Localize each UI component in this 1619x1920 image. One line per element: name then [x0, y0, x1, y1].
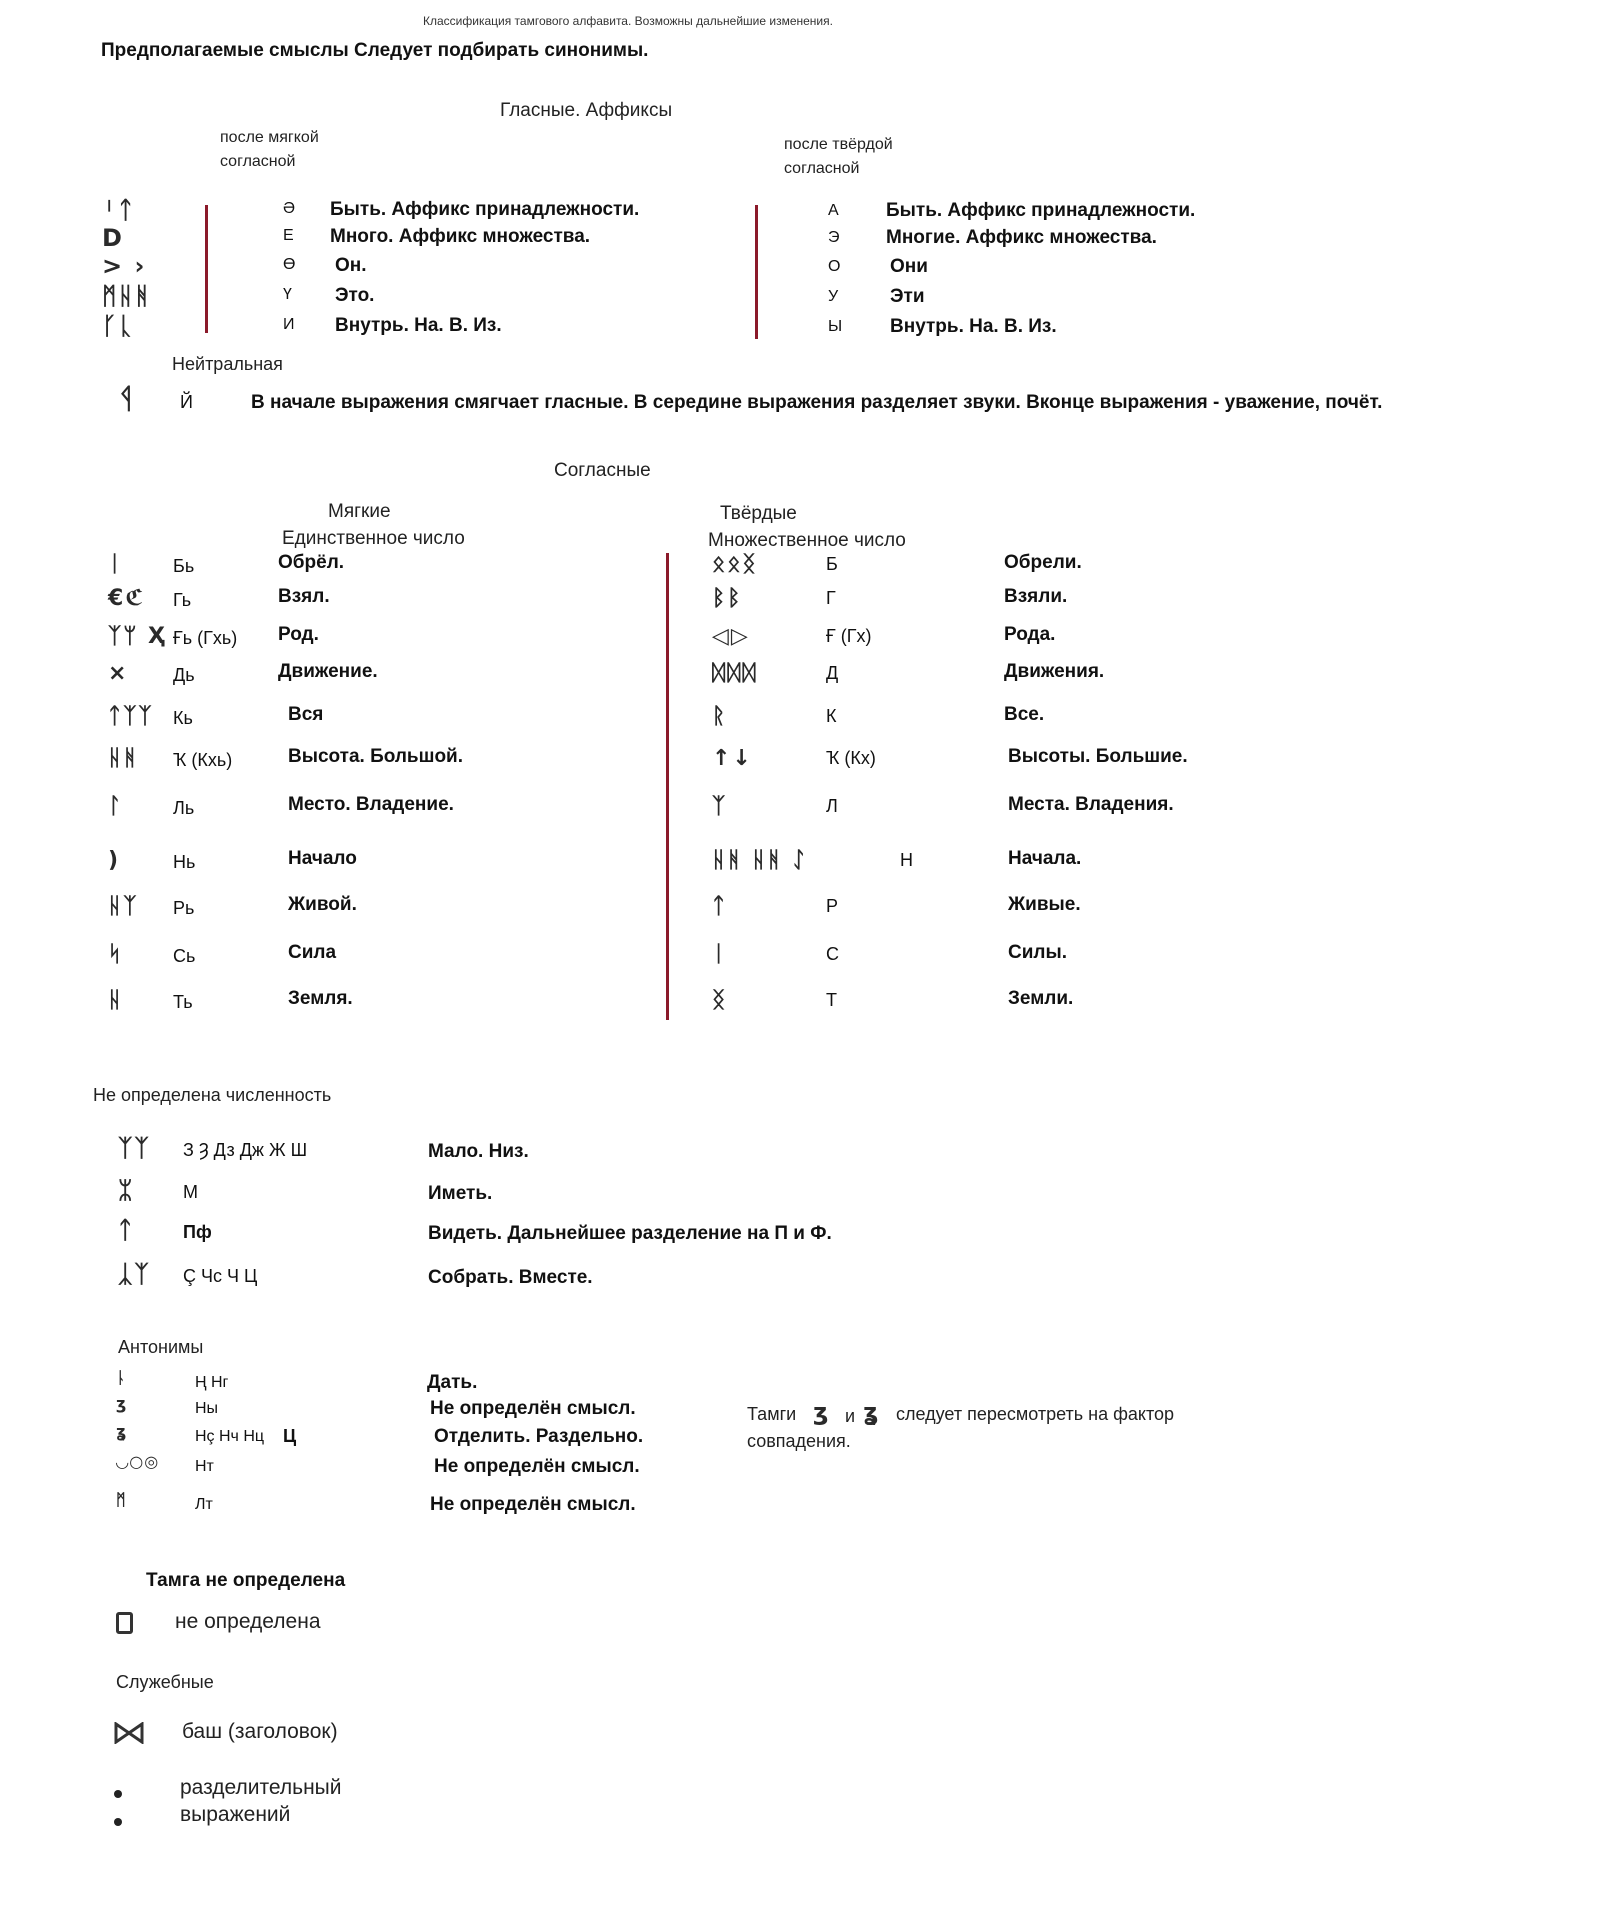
consonant-hard-meaning: Взяли. [1004, 586, 1068, 607]
consonants-hard-heading: Твёрдые [720, 503, 797, 524]
consonants-hard-sub: Множественное число [708, 530, 906, 551]
vowels-heading: Гласные. Аффиксы [500, 100, 673, 121]
document-subtitle: Классификация тамгового алфавита. Возможны дальнейшие изменения. [423, 14, 833, 28]
consonant-hard-meaning: Начала. [1008, 848, 1082, 869]
consonant-soft-letter: Нь [173, 852, 196, 872]
consonant-soft-letter: Ғь (Гхь) [173, 628, 238, 648]
antonym-letter: Ң Нг [195, 1374, 229, 1391]
antonym-letter: Нç Нч Нц [195, 1428, 265, 1445]
vowel-soft-meaning: Внутрь. На. В. Из. [335, 315, 502, 336]
vowel-soft-meaning: Он. [335, 255, 367, 276]
consonant-hard-meaning: Места. Владения. [1008, 794, 1174, 815]
tamga-glyph: ʒ [116, 1394, 128, 1413]
consonant-glyph: ᚺᚻ ᚺᚻ ᛇ [712, 848, 808, 873]
antonym-letter: Лт [195, 1496, 213, 1513]
vowel-hard-letter: У [828, 288, 839, 305]
vowel-soft-letter: Ө [283, 256, 296, 273]
consonant-glyph: ᛋ [108, 942, 124, 967]
consonant-glyph: ᚺ [108, 988, 124, 1013]
consonant-soft-meaning: Взял. [278, 586, 330, 607]
consonant-glyph: ᛝ [712, 988, 728, 1013]
document-title: Предполагаемые смыслы Следует подбирать синонимы. [101, 40, 649, 61]
undefined-meaning: Иметь. [428, 1183, 493, 1204]
consonant-soft-meaning: Земля. [288, 988, 353, 1009]
vowel-hard-letter: А [828, 202, 839, 219]
vowel-soft-meaning: Много. Аффикс множества. [330, 226, 591, 247]
vowel-glyph: D [102, 224, 124, 252]
consonant-glyph: ᛁ [108, 552, 124, 577]
consonant-hard-letter: Д [826, 663, 839, 683]
consonants-heading: Согласные [554, 460, 651, 481]
separator-dot-icon [114, 1818, 122, 1826]
consonant-glyph: ᚺᛉ [108, 894, 139, 919]
vowel-glyph: ᛌᛏ [102, 196, 135, 224]
consonant-glyph: ᛟᛟᛝ [712, 552, 758, 577]
consonant-soft-meaning: Высота. Большой. [288, 746, 464, 767]
bash-label: баш (заголовок) [182, 1720, 338, 1743]
consonant-hard-letter: Р [826, 896, 839, 916]
antonym-meaning: Не определён смысл. [434, 1456, 640, 1477]
consonant-glyph: ᛏᛉᛉ [108, 704, 154, 729]
vowel-hard-letter: Ы [828, 318, 843, 335]
vowel-hard-letter: Э [828, 229, 840, 246]
consonant-hard-letter: Т [826, 990, 837, 1010]
consonant-soft-letter: Дь [173, 665, 195, 685]
consonant-hard-letter: Ҡ (Кх) [826, 748, 876, 768]
consonant-glyph: ᚺᚻ [108, 746, 139, 771]
consonant-hard-meaning: Все. [1004, 704, 1045, 725]
antonym-note-glyph-2: ʓ [863, 1398, 881, 1426]
consonant-soft-meaning: Место. Владение. [288, 794, 454, 815]
consonant-hard-letter: Н [900, 850, 913, 870]
consonant-glyph: ᛉ [712, 794, 728, 819]
consonant-glyph: ᛞᛞᛞ [712, 661, 758, 686]
consonant-hard-letter: К [826, 706, 837, 726]
antonym-extra-letter: Ц [283, 1426, 297, 1446]
consonant-soft-letter: Ль [173, 798, 195, 818]
consonant-soft-meaning: Род. [278, 624, 319, 645]
vowel-hard-letter: О [828, 258, 841, 275]
consonant-hard-letter: Л [826, 796, 838, 816]
tamga-glyph: ᛣᛉ [118, 1260, 151, 1288]
antonym-meaning: Дать. [427, 1372, 478, 1393]
consonant-hard-letter: Б [826, 554, 838, 574]
antonym-letter: Нт [195, 1458, 214, 1475]
consonant-soft-meaning: Живой. [288, 894, 357, 915]
consonant-soft-meaning: Сила [288, 942, 337, 963]
tamga-glyph: ᛯ [118, 1176, 135, 1204]
antonym-letter: Ны [195, 1400, 219, 1417]
tamga-glyph: ʓ [116, 1422, 128, 1441]
undefined-meaning: Видеть. Дальнейшее разделение на П и Ф. [428, 1223, 832, 1244]
consonant-soft-letter: Гь [173, 590, 192, 610]
consonant-soft-meaning: Начало [288, 848, 357, 869]
undefined-number-heading: Не определена численность [93, 1085, 332, 1105]
undefined-meaning: Собрать. Вместе. [428, 1267, 593, 1288]
antonym-note-prefix: Тамги [747, 1404, 797, 1424]
consonant-soft-meaning: Вся [288, 704, 324, 725]
separator-label-1: разделительный [180, 1776, 342, 1799]
consonant-glyph: €ℭ [108, 586, 146, 611]
vowel-soft-meaning: Быть. Аффикс принадлежности. [330, 199, 640, 220]
separator-label-2: выражений [180, 1803, 291, 1826]
divider-line [755, 205, 758, 339]
separator-dot-icon [114, 1790, 122, 1798]
consonant-glyph: ᛁ [712, 942, 728, 967]
vowel-soft-meaning: Это. [335, 285, 375, 306]
undefined-letter: З Ȝ Дз Дж Ж Ш [183, 1140, 308, 1160]
rect-glyph-icon [116, 1612, 133, 1634]
undefined-letter: Ç Чс Ч Ц [183, 1266, 258, 1286]
undefined-letter: М [183, 1182, 198, 1202]
vowel-glyph: ᛗᚺᚻ [102, 282, 152, 310]
neutral-heading: Нейтральная [172, 354, 283, 374]
consonant-hard-meaning: Земли. [1008, 988, 1074, 1009]
bowtie-glyph-icon [114, 1722, 144, 1744]
tamga-glyph: ᚿ [116, 1368, 127, 1387]
divider-line [666, 553, 669, 1020]
consonant-glyph: ᛒᛒ [712, 586, 743, 611]
undefined-letter: Пф [183, 1222, 212, 1242]
consonant-hard-letter: Г [826, 588, 836, 608]
tamga-glyph: ᛏ [118, 1216, 135, 1244]
consonant-hard-meaning: Движения. [1004, 661, 1105, 682]
antonym-meaning: Отделить. Раздельно. [434, 1426, 644, 1447]
vowels-hard-heading: после твёрдой согласной [784, 136, 893, 177]
vowel-soft-letter: Ә [283, 200, 296, 217]
tamga-glyph: ᛉᛉ [118, 1134, 151, 1162]
consonant-hard-letter: Ғ (Гх) [826, 626, 872, 646]
vowel-soft-letter: Ү [283, 286, 292, 303]
consonant-soft-letter: Кь [173, 708, 193, 728]
undefined-meaning: Мало. Низ. [428, 1141, 529, 1162]
vowels-soft-heading: после мягкой согласной [220, 129, 319, 170]
consonant-hard-letter: С [826, 944, 839, 964]
antonym-note-and: и [845, 1406, 856, 1426]
undefined-tamga-heading: Тамга не определена [146, 1570, 346, 1591]
consonant-hard-meaning: Рода. [1004, 624, 1056, 645]
antonym-meaning: Не определён смысл. [430, 1494, 636, 1515]
service-heading: Служебные [116, 1672, 214, 1692]
consonant-soft-letter: Сь [173, 946, 196, 966]
consonant-hard-meaning: Высоты. Большие. [1008, 746, 1188, 767]
consonant-hard-meaning: Живые. [1008, 894, 1081, 915]
vowel-glyph: > › [102, 252, 147, 280]
consonant-soft-letter: Ҡ (Кхь) [173, 750, 233, 770]
consonant-glyph: × [108, 661, 129, 686]
divider-line [205, 205, 208, 333]
antonym-note-text-2: совпадения. [747, 1431, 851, 1451]
antonym-note-glyph-1: ʒ [813, 1398, 831, 1426]
consonant-soft-meaning: Обрёл. [278, 552, 345, 573]
consonant-glyph: ◁▷ [712, 624, 750, 649]
undefined-tamga-label: не определена [175, 1610, 321, 1633]
consonant-soft-letter: Бь [173, 556, 195, 576]
consonant-soft-letter: Ть [173, 992, 193, 1012]
vowel-soft-letter: Е [283, 227, 294, 244]
consonant-soft-letter: Рь [173, 898, 195, 918]
vowel-glyph: ᚴᚳ [102, 312, 135, 340]
vowel-soft-letter: И [283, 316, 295, 333]
consonant-hard-meaning: Обрели. [1004, 552, 1082, 573]
antonym-meaning: Не определён смысл. [430, 1398, 636, 1419]
consonant-glyph: ) [108, 848, 121, 873]
vowel-hard-meaning: Они [890, 256, 928, 277]
antonym-note-text: следует пересмотреть на фактор [896, 1404, 1175, 1424]
neutral-letter: Й [180, 392, 193, 412]
consonant-glyph: ↑↓ [712, 746, 753, 771]
consonant-glyph: ᛏ [712, 894, 728, 919]
neutral-meaning: В начале выражения смягчает гласные. В середине выражения разделяет звуки. Вконце выражения - уважение, почёт. [251, 392, 1383, 413]
consonants-soft-sub: Единственное число [282, 528, 465, 549]
consonant-hard-meaning: Силы. [1008, 942, 1067, 963]
antonyms-heading: Антонимы [118, 1337, 204, 1357]
vowel-hard-meaning: Эти [890, 286, 925, 307]
tamga-glyph: ◡○◎ [116, 1452, 160, 1471]
consonants-soft-heading: Мягкие [328, 501, 391, 522]
consonant-soft-meaning: Движение. [278, 661, 378, 682]
consonant-glyph: ᛚ [108, 794, 124, 819]
consonant-glyph: ᛉᛘ Ҳ [108, 624, 168, 649]
vowel-hard-meaning: Быть. Аффикс принадлежности. [886, 200, 1196, 221]
tamga-glyph: ᛗ [116, 1490, 127, 1509]
neutral-glyph: ᛩ [118, 382, 137, 415]
consonant-glyph: ᚱ [712, 704, 728, 729]
vowel-hard-meaning: Многие. Аффикс множества. [886, 227, 1157, 248]
vowel-hard-meaning: Внутрь. На. В. Из. [890, 316, 1057, 337]
